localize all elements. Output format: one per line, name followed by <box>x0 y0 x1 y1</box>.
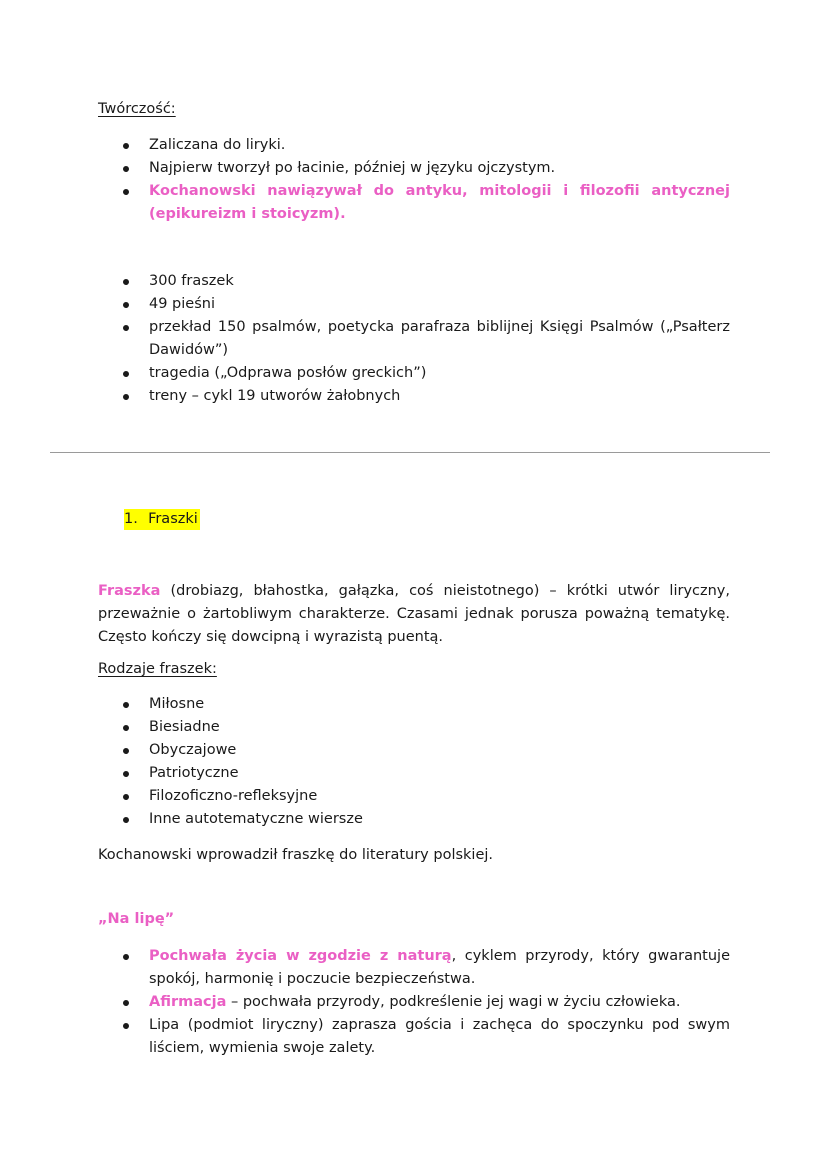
works-list <box>98 270 730 408</box>
section-heading-fraszki <box>124 511 200 527</box>
list-item: 49 pieśni <box>98 293 730 316</box>
highlight-phrase: Pochwała życia w zgodzie z naturą <box>149 948 452 964</box>
section-title: Fraszki <box>148 509 199 530</box>
list-item <box>98 991 730 1014</box>
definition-term: Fraszka <box>98 583 161 599</box>
types-list <box>98 693 730 831</box>
list-item: Biesiadne <box>98 716 730 739</box>
horizontal-divider <box>50 452 770 453</box>
list-item: Inne autotematyczne wiersze <box>98 808 730 831</box>
definition-paragraph <box>98 580 730 649</box>
list-item: Obyczajowe <box>98 739 730 762</box>
list-item: Filozoficzno-refleksyjne <box>98 785 730 808</box>
definition-text: (drobiazg, błahostka, gałązka, coś nieistotnego) – krótki utwór liryczny, przeważnie o żartobliwym charakterze. Czasami jednak porusza poważną tematykę. Często kończy się dowcipną i wyrazistą puentą. <box>98 583 730 645</box>
section-number: 1. <box>124 509 139 530</box>
list-item: 300 fraszek <box>98 270 730 293</box>
list-item: przekład 150 psalmów, poetycka parafraza biblijnej Księgi Psalmów („Psałterz Dawidów”) <box>98 316 730 362</box>
list-item-text: , cyklem przyrody, który gwarantuje spokój, harmonię i poczucie bezpieczeństwa. <box>149 948 730 987</box>
list-item: Najpierw tworzył po łacinie, później w języku ojczystym. <box>98 157 730 180</box>
na-lipe-list <box>98 945 730 1060</box>
intro-note: Kochanowski wprowadził fraszkę do literatury polskiej. <box>98 847 494 863</box>
list-item-highlight: Kochanowski nawiązywał do antyku, mitologii i filozofii antycznej (epikureizm i stoicyzm). <box>98 180 730 226</box>
list-item: tragedia („Odprawa posłów greckich”) <box>98 362 730 385</box>
types-heading: Rodzaje fraszek: <box>98 661 217 677</box>
highlight-phrase: Afirmacja <box>149 994 227 1010</box>
list-item: Miłosne <box>98 693 730 716</box>
list-item: Lipa (podmiot liryczny) zaprasza gościa i zachęca do spoczynku pod swym liściem, wymienia swoje zalety. <box>98 1014 730 1060</box>
list-item: Zaliczana do liryki. <box>98 134 730 157</box>
list-item-text: – pochwała przyrody, podkreślenie jej wagi w życiu człowieka. <box>226 994 681 1010</box>
list-item <box>98 945 730 991</box>
na-lipe-title: „Na lipę” <box>98 911 175 927</box>
tworczosc-heading: Twórczość: <box>98 101 176 117</box>
list-item: Patriotyczne <box>98 762 730 785</box>
list-item: treny – cykl 19 utworów żałobnych <box>98 385 730 408</box>
tworczosc-list <box>98 134 730 226</box>
